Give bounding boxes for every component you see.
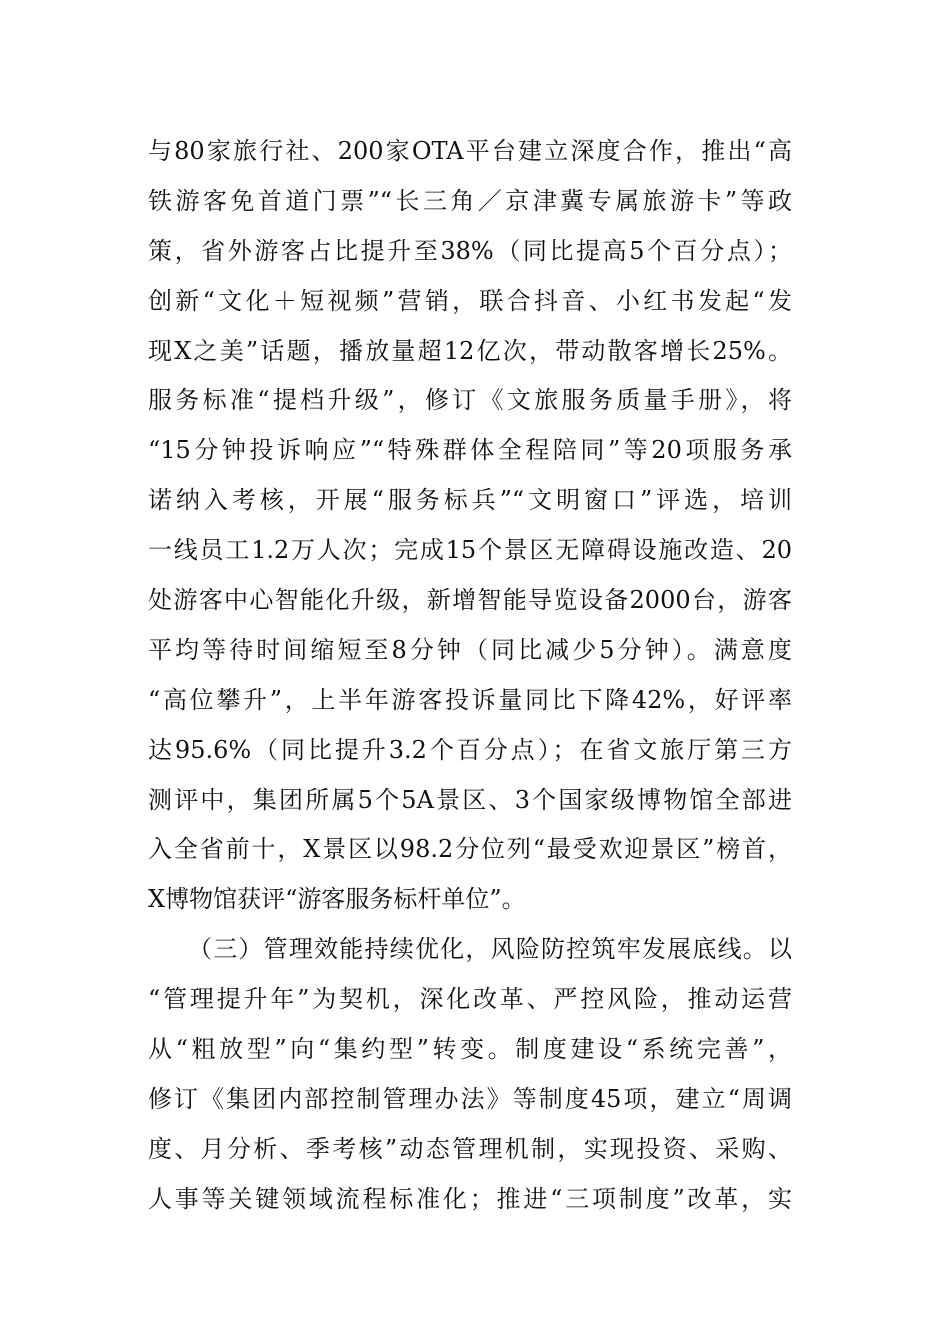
text-line: 平均等待时间缩短至8分钟（同比减少5分钟）。满意度 [148, 635, 792, 664]
text-line: 与80家旅行社、200家OTA平台建立深度合作，推出“高 [148, 137, 792, 165]
paragraph-management-efficiency [148, 925, 792, 1224]
paragraph-service-quality [148, 127, 792, 925]
text-line: 创新“文化＋短视频”营销，联合抖音、小红书发起“发 [148, 286, 792, 315]
text-line: 人事等关键领域流程标准化；推进“三项制度”改革，实 [148, 1184, 792, 1213]
text-line: 服务标准“提档升级”，修订《文旅服务质量手册》，将 [148, 386, 792, 415]
text-line: 度、月分析、季考核”动态管理机制，实现投资、采购、 [148, 1134, 792, 1163]
section-heading-line: （三）管理效能持续优化，风险防控筑牢发展底线。以 [188, 935, 792, 964]
text-line: 现X之美”话题，播放量超12亿次，带动散客增长25%。 [148, 336, 792, 365]
text-line: 处游客中心智能化升级，新增智能导览设备2000台，游客 [148, 586, 792, 615]
text-line: 从“粗放型”向“集约型”转变。制度建设“系统完善”， [148, 1035, 792, 1064]
text-line: X博物馆获评“游客服务标杆单位”。 [148, 885, 526, 914]
text-line: “管理提升年”为契机，深化改革、严控风险，推动运营 [148, 985, 792, 1014]
text-line: 测评中，集团所属5个5A景区、3个国家级博物馆全部进 [148, 785, 792, 814]
text-line: 一线员工1.2万人次；完成15个景区无障碍设施改造、20 [148, 536, 792, 565]
document-page [148, 127, 792, 1225]
text-line: 策，省外游客占比提升至38%（同比提高5个百分点）； [148, 236, 792, 265]
text-line: 入全省前十，X景区以98.2分位列“最受欢迎景区”榜首， [148, 835, 792, 864]
text-line: “高位攀升”，上半年游客投诉量同比下降42%，好评率 [148, 685, 792, 714]
text-line: 诺纳入考核，开展“服务标兵”“文明窗口”评选，培训 [148, 486, 792, 515]
text-line: 修订《集团内部控制管理办法》等制度45项，建立“周调 [148, 1084, 792, 1113]
text-line: 铁游客免首道门票”“长三角／京津冀专属旅游卡”等政 [148, 186, 792, 215]
text-line: 达95.6%（同比提升3.2个百分点）；在省文旅厅第三方 [148, 735, 792, 764]
text-line: “15分钟投诉响应”“特殊群体全程陪同”等20项服务承 [148, 436, 792, 465]
